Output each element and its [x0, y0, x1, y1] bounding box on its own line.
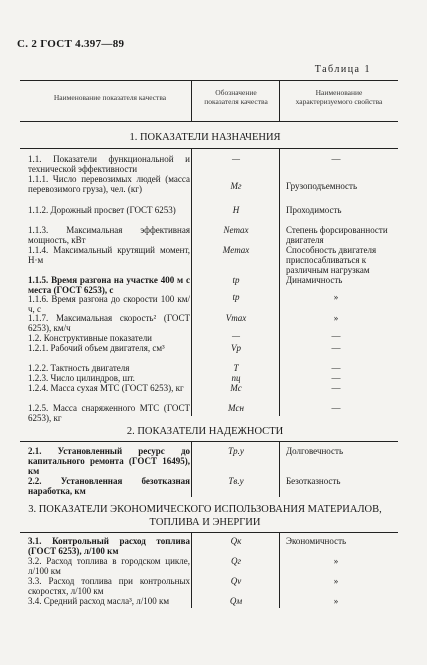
col-divider-1 [191, 376, 192, 416]
row-symbol: — [231, 154, 240, 164]
row-property: Способность двигателя приспосабливаться к различным нагрузкам [286, 245, 377, 275]
row-name: 1.1.7. Максимальная скорость² (ГОСТ 6253), км/ч [28, 313, 190, 333]
row-name: 1.2.1. Рабочий объем двигателя, см³ [28, 343, 165, 353]
row-property: Экономичность [286, 536, 347, 546]
row-name: 1.2.3. Число цилиндров, шт. [28, 373, 135, 383]
row-name: 2.2. Установленная безотказная наработка, км [28, 476, 190, 496]
section-title: 3. ПОКАЗАТЕЛИ ЭКОНОМИЧЕСКОГО ИСПОЛЬЗОВАНИЯ МАТЕРИАЛОВ, ТОПЛИВА И ЭНЕРГИИ [28, 504, 382, 528]
row-name: 2.1. Установленный ресурс до капитального ремонта (ГОСТ 16495), км [28, 446, 190, 476]
row-symbol: Qм [229, 596, 243, 606]
row-property: » [333, 576, 339, 586]
col-divider-1 [191, 80, 192, 121]
row-name: 3.1. Контрольный расход топлива (ГОСТ 6253), л/100 км [28, 536, 190, 556]
row-name: 1.2. Конструктивные показатели [28, 333, 153, 343]
column-header-name: Наименование показателя качества [53, 93, 167, 102]
section-rule [20, 532, 398, 533]
page-header: С. 2 ГОСТ 4.397—89 [17, 38, 125, 50]
row-symbol: Tв.у [228, 476, 244, 486]
row-name: 1.1.5. Время разгона на участке 400 м с места (ГОСТ 6253), с [28, 275, 190, 295]
row-property: — [331, 363, 341, 373]
row-symbol: T [233, 363, 239, 373]
col-divider-2 [279, 376, 280, 416]
col-divider-2 [279, 441, 280, 497]
row-symbol: nц [231, 373, 241, 383]
row-property: — [331, 383, 341, 393]
col-divider-2 [279, 532, 280, 608]
row-symbol: Qv [230, 576, 242, 586]
row-property: » [333, 292, 339, 302]
row-symbol: Nemax [223, 225, 249, 235]
col-divider-1 [191, 148, 192, 376]
row-property: Проходимость [286, 205, 342, 215]
row-symbol: tр [232, 275, 240, 285]
row-property: Степень форсированности двигателя [286, 225, 388, 245]
row-symbol: Vmax [225, 313, 247, 323]
row-name: 1.2.5. Масса снаряженного МТС (ГОСТ 6253), кг [28, 403, 190, 423]
col-divider-2 [279, 80, 280, 121]
col-divider-1 [191, 532, 192, 608]
row-symbol: Mг [230, 181, 242, 191]
row-property: » [333, 556, 339, 566]
row-name: 1.1.3. Максимальная эффективная мощность, кВт [28, 225, 190, 245]
row-property: » [333, 596, 339, 606]
row-name: 1.2.2. Тактность двигателя [28, 363, 130, 373]
row-property: — [331, 343, 341, 353]
table-top-rule [20, 80, 398, 81]
row-name: 1.2.4. Масса сухая МТС (ГОСТ 6253), кг [28, 383, 184, 393]
row-symbol: Qг [230, 556, 241, 566]
row-symbol: Qк [230, 536, 242, 546]
section-title: 1. ПОКАЗАТЕЛИ НАЗНАЧЕНИЯ [129, 132, 281, 143]
row-name: 3.2. Расход топлива в городском цикле, л/100 км [28, 556, 190, 576]
col-divider-1 [191, 441, 192, 497]
row-property: Безотказность [286, 476, 341, 486]
row-name: 1.1. Показатели функциональной и технической эффективности [28, 154, 190, 174]
row-name: 1.1.6. Время разгона до скорости 100 км/ч, с [28, 294, 190, 314]
row-symbol: Tр.у [228, 446, 244, 456]
row-property: Динамичность [286, 275, 343, 285]
row-property: — [331, 331, 341, 341]
column-header-symbol: Обозначение показателя качества [204, 88, 268, 106]
row-name: 1.1.1. Число перевозимых людей (масса перевозимого груза), чел. (кг) [28, 174, 190, 194]
row-property: — [331, 403, 341, 413]
section-rule [20, 441, 398, 442]
row-name: 1.1.2. Дорожный просвет (ГОСТ 6253) [28, 205, 176, 215]
row-symbol: Memax [222, 245, 250, 255]
table-caption: Таблица 1 [314, 64, 371, 75]
row-symbol: tр [232, 292, 240, 302]
row-property: — [331, 373, 341, 383]
row-symbol: Mсн [228, 403, 244, 413]
section-title: 2. ПОКАЗАТЕЛИ НАДЕЖНОСТИ [126, 426, 284, 437]
row-property: Грузоподъемность [286, 181, 358, 191]
row-name: 3.3. Расход топлива при контрольных скоростях, л/100 км [28, 576, 190, 596]
row-symbol: Mс [230, 383, 242, 393]
row-property: Долговечность [286, 446, 344, 456]
row-property: — [331, 154, 341, 164]
row-name: 3.4. Средний расход масла³, л/100 км [28, 596, 170, 606]
table-header-rule [20, 121, 398, 122]
column-header-property: Наименование характеризуемого свойства [295, 88, 383, 106]
row-symbol: — [231, 331, 240, 341]
row-symbol: H [232, 205, 240, 215]
section-rule [20, 148, 398, 149]
row-symbol: Vр [231, 343, 241, 353]
col-divider-2 [279, 148, 280, 376]
row-property: » [333, 313, 339, 323]
row-name: 1.1.4. Максимальный крутящий момент, Н·м [28, 245, 190, 265]
